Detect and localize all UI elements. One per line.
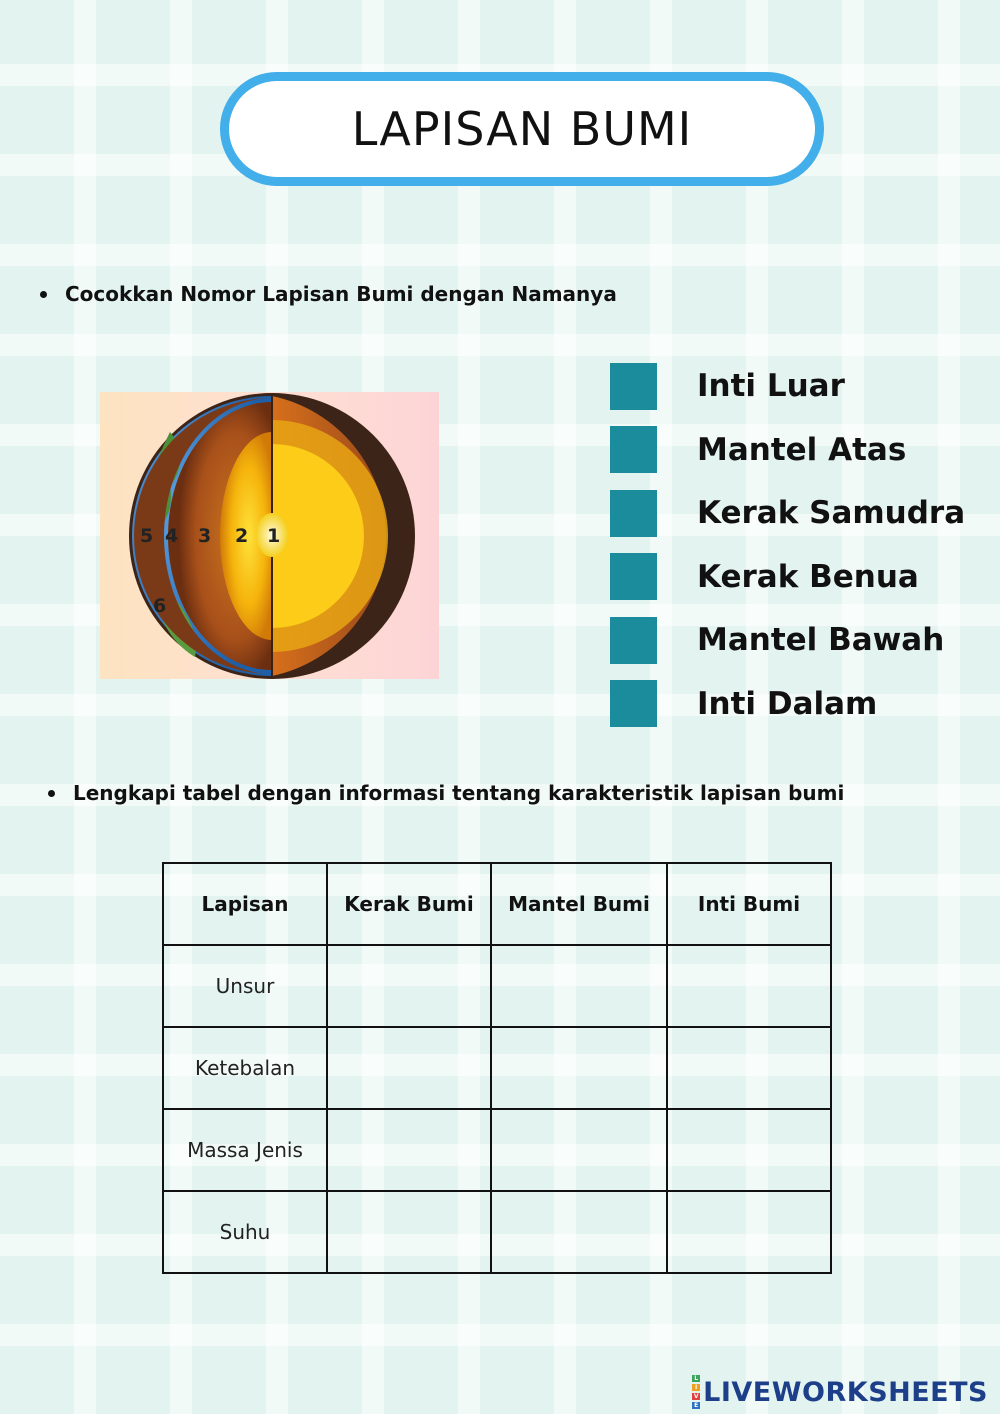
liveworksheets-logo-icon [692,1374,700,1410]
answer-cell[interactable] [491,1109,667,1191]
table-row [163,1109,831,1191]
answer-cell[interactable] [667,1027,831,1109]
liveworksheets-brand [692,1374,988,1410]
title-banner [220,72,824,186]
answer-cell[interactable] [491,1191,667,1273]
instruction-match-text: Cocokkan Nomor Lapisan Bumi dengan Namanya [65,282,617,306]
logo-letter: I [692,1384,700,1391]
row-label: Ketebalan [163,1027,327,1109]
option-row [610,489,965,537]
option-label: Mantel Bawah [697,622,945,658]
answer-input-box[interactable] [610,363,657,410]
earth-layers-image [100,392,439,679]
answer-cell[interactable] [491,1027,667,1109]
row-label: Suhu [163,1191,327,1273]
answer-cell[interactable] [667,945,831,1027]
table-row [163,945,831,1027]
answer-cell[interactable] [491,945,667,1027]
option-row [610,362,965,410]
answer-cell[interactable] [327,1109,491,1191]
layer-number-3: 3 [198,525,212,547]
brand-name: LIVEWORKSHEETS [703,1376,988,1408]
answer-cell[interactable] [327,945,491,1027]
bullet-icon [48,790,55,797]
answer-input-box[interactable] [610,553,657,600]
option-row [610,680,965,728]
option-row [610,553,965,601]
bullet-icon [40,291,47,298]
characteristics-table [162,862,832,1274]
answer-input-box[interactable] [610,680,657,727]
header-cell: Inti Bumi [667,863,831,945]
header-cell: Lapisan [163,863,327,945]
option-label: Inti Dalam [697,685,878,722]
table-row [163,1191,831,1273]
earth-cross-section-illustration [100,392,439,679]
layer-number-1: 1 [267,525,281,547]
row-label: Massa Jenis [163,1109,327,1191]
page-title: LAPISAN BUMI [351,102,693,156]
layer-number-2: 2 [235,525,249,547]
instruction-table [48,781,844,805]
instruction-match [40,282,617,306]
answer-cell[interactable] [667,1191,831,1273]
answer-input-box[interactable] [610,490,657,537]
layer-number-6: 6 [153,595,167,617]
answer-cell[interactable] [667,1109,831,1191]
option-label: Kerak Benua [697,558,919,595]
option-label: Inti Luar [697,368,845,404]
answer-cell[interactable] [327,1027,491,1109]
logo-letter: E [694,1402,699,1409]
answer-options [610,362,965,743]
answer-input-box[interactable] [610,617,657,664]
layer-number-5: 5 [140,525,154,547]
table-row [163,1027,831,1109]
header-cell: Mantel Bumi [491,863,667,945]
row-label: Unsur [163,945,327,1027]
answer-input-box[interactable] [610,426,657,473]
logo-letter: V [693,1393,699,1400]
option-label: Mantel Atas [697,431,907,468]
option-label: Kerak Samudra [697,495,966,531]
table-header-row [163,863,831,945]
answer-cell[interactable] [327,1191,491,1273]
header-cell: Kerak Bumi [327,863,491,945]
option-row [610,616,965,664]
option-row [610,426,965,474]
layer-number-4: 4 [165,525,179,547]
logo-letter: L [692,1375,700,1382]
instruction-table-text: Lengkapi tabel dengan informasi tentang karakteristik lapisan bumi [73,781,845,805]
